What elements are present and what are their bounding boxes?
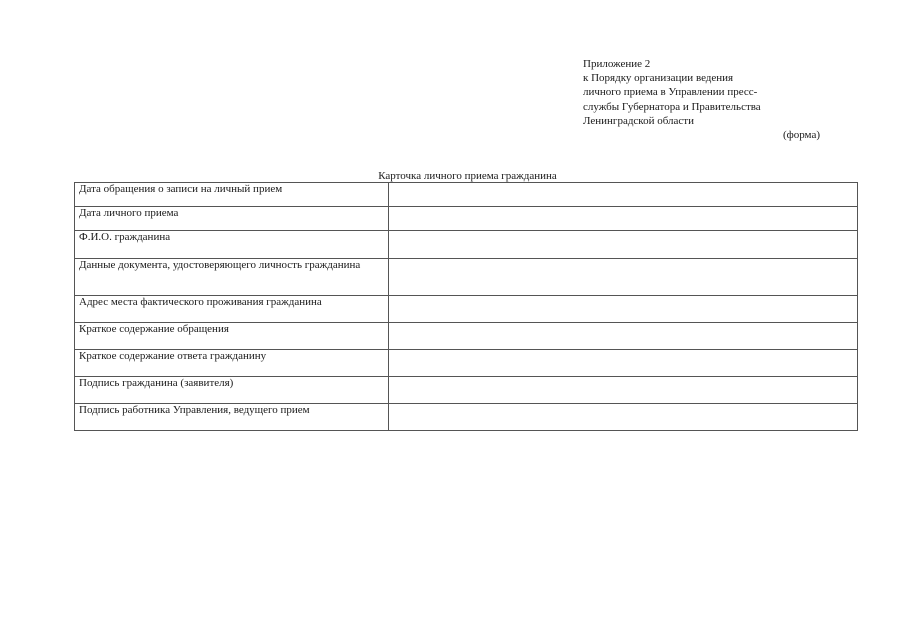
table-row [75, 231, 858, 259]
row-value-field[interactable] [389, 323, 858, 350]
row-label: Подпись гражданина (заявителя) [75, 377, 389, 404]
row-label: Подпись работника Управления, ведущего прием [75, 404, 389, 431]
table-row [75, 404, 858, 431]
appendix-header [583, 57, 823, 142]
appendix-line: Ленинградской области [583, 114, 694, 127]
row-label: Адрес места фактического проживания гражданина [75, 296, 389, 323]
table-row [75, 296, 858, 323]
row-value-field[interactable] [389, 377, 858, 404]
appendix-line: Приложение 2 [583, 58, 651, 70]
table-row [75, 377, 858, 404]
row-value-field[interactable] [389, 350, 858, 377]
appendix-line: службы Губернатора и Правительства [583, 100, 761, 113]
row-value-field[interactable] [389, 296, 858, 323]
row-label: Краткое содержание ответа гражданину [75, 350, 389, 377]
table-row [75, 259, 858, 296]
table-row [75, 183, 858, 207]
row-value-field[interactable] [389, 231, 858, 259]
row-value-field[interactable] [389, 207, 858, 231]
row-label: Краткое содержание обращения [75, 323, 389, 350]
table-row [75, 207, 858, 231]
row-value-field[interactable] [389, 259, 858, 296]
form-label: (форма) [782, 129, 820, 142]
row-label: Дата обращения о записи на личный прием [75, 183, 389, 207]
card-title: Карточка личного приема гражданина [378, 170, 557, 182]
table-row [75, 323, 858, 350]
row-label: Ф.И.О. гражданина [75, 231, 389, 259]
reception-card-table [74, 182, 858, 431]
row-label: Дата личного приема [75, 207, 389, 231]
row-label: Данные документа, удостоверяющего личность гражданина [75, 259, 389, 296]
appendix-line: личного приема в Управлении пресс- [583, 86, 758, 99]
table-row [75, 350, 858, 377]
appendix-line: к Порядку организации ведения [583, 72, 734, 85]
row-value-field[interactable] [389, 404, 858, 431]
row-value-field[interactable] [389, 183, 858, 207]
